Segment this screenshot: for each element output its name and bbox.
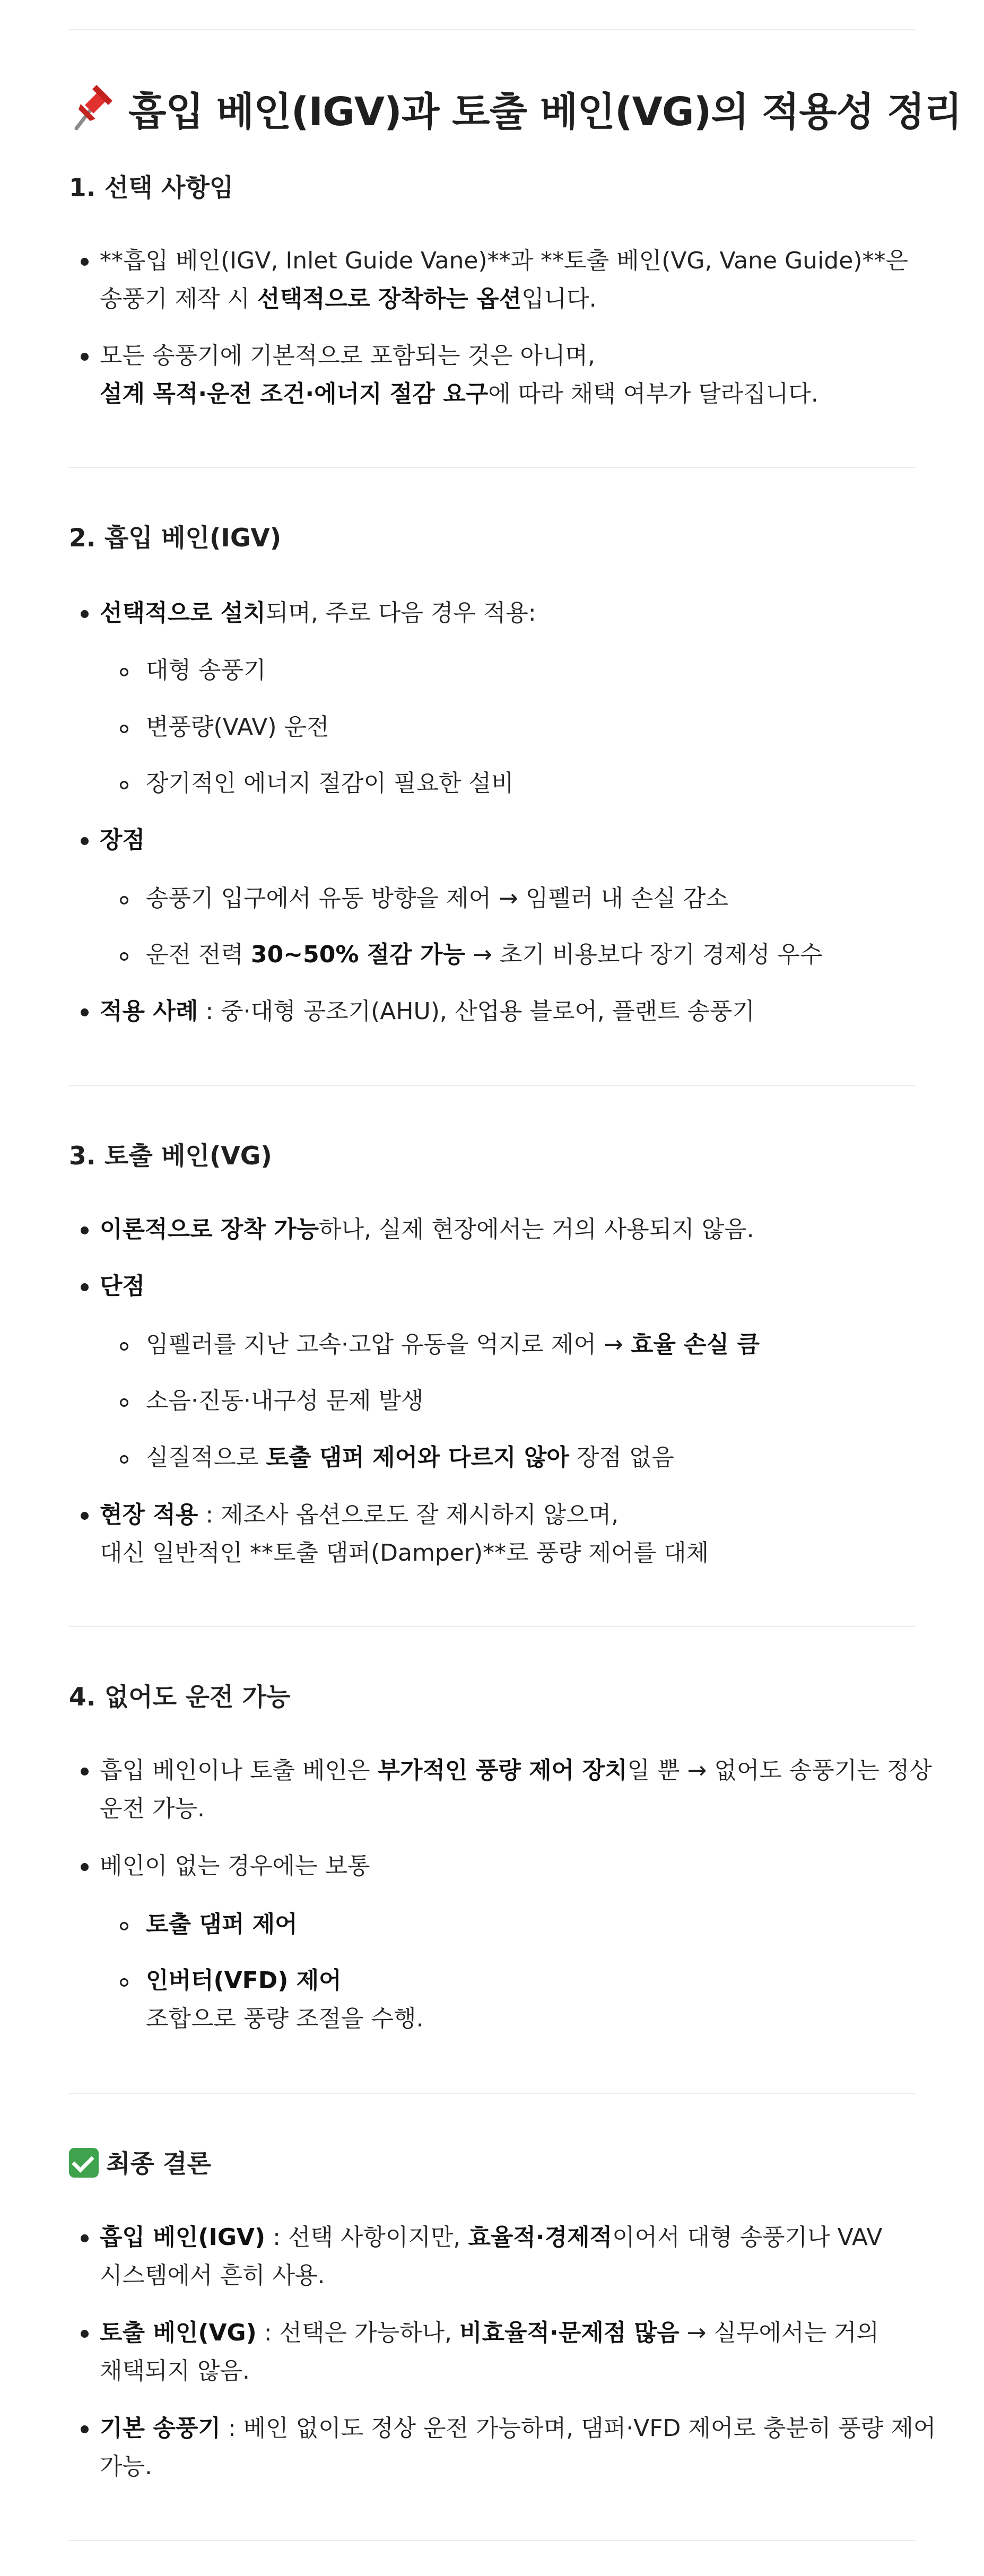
bullet (81, 610, 89, 618)
sub-bullet (120, 1922, 128, 1930)
s4-bullet1-line2: 운전 가능. (100, 1795, 205, 1822)
s2-bullet2: 장점 (100, 826, 145, 854)
divider (69, 29, 915, 30)
s5-bullet3-line1: 기본 송풍기 : 베인 없이도 정상 운전 가능하며, 댐퍼·VFD 제어로 충분히 풍량 제어 (100, 2415, 936, 2442)
bullet (81, 1008, 89, 1016)
sub-bullet (120, 1978, 128, 1987)
section-3-heading: 3. 토출 베인(VG) (69, 1142, 272, 1171)
bullet (81, 353, 89, 361)
check-mark-icon (69, 2148, 99, 2178)
bullet (81, 1768, 89, 1776)
conclusion-heading: 최종 결론 (69, 2146, 211, 2183)
divider (69, 2540, 915, 2541)
bullet (81, 1283, 89, 1291)
s4-sub-item-1: 토출 댐퍼 제어 (146, 1911, 298, 1938)
s3-disadvantage-1: 임펠러를 지난 고속·고압 유동을 억지로 제어 → 효율 손실 큼 (146, 1331, 760, 1358)
divider (69, 467, 915, 468)
bullet (81, 837, 89, 845)
bullet (81, 1863, 89, 1871)
s1-bullet1-line2: 송풍기 제작 시 선택적으로 장착하는 옵션입니다. (100, 285, 597, 312)
s3-disadvantage-2: 소음·진동·내구성 문제 발생 (146, 1387, 424, 1414)
bullet (81, 258, 89, 266)
s1-bullet1-line1: **흡입 베인(IGV, Inlet Guide Vane)**과 **토출 베인(VG, Vane Guide)**은 (100, 247, 908, 274)
divider (69, 2093, 915, 2094)
pushpin-icon (69, 80, 117, 133)
bullet (81, 1512, 89, 1520)
s2-advantage-1: 송풍기 입구에서 유동 방향을 제어 → 임펠러 내 손실 감소 (146, 885, 728, 912)
s5-bullet3-line2: 가능. (100, 2453, 152, 2480)
page-title-text: 흡입 베인(IGV)과 토출 베인(VG)의 적용성 정리 (128, 89, 962, 135)
s1-bullet2-line1: 모든 송풍기에 기본적으로 포함되는 것은 아니며, (100, 342, 595, 369)
section-1-heading: 1. 선택 사항임 (69, 173, 234, 203)
bullet (81, 2330, 89, 2338)
s4-sub-item-2: 인버터(VFD) 제어 (146, 1967, 342, 1994)
sub-bullet (120, 725, 128, 733)
sub-bullet (120, 952, 128, 961)
divider (69, 1626, 915, 1627)
bullet (81, 1226, 89, 1234)
s1-bullet2-line2: 설계 목적·운전 조건·에너지 절감 요구에 따라 채택 여부가 달라집니다. (100, 380, 818, 407)
s2-advantage-2: 운전 전력 30~50% 절감 가능 → 초기 비용보다 장기 경제성 우수 (146, 941, 823, 968)
s3-bullet2: 단점 (100, 1273, 145, 1300)
s3-bullet3-line2: 대신 일반적인 **토출 댐퍼(Damper)**로 풍량 제어를 대체 (100, 1539, 709, 1567)
s4-bullet1-line1: 흡입 베인이나 토출 베인은 부가적인 풍량 제어 장치일 뿐 → 없어도 송풍기는 정상 (100, 1757, 932, 1784)
sub-bullet (120, 1342, 128, 1351)
sub-bullet (120, 781, 128, 789)
s4-sub-item-2-note: 조합으로 풍량 조절을 수행. (146, 2005, 424, 2032)
s5-bullet2-line1: 토출 베인(VG) : 선택은 가능하나, 비효율적·문제점 많음 → 실무에서는 거의 (100, 2319, 879, 2346)
sub-bullet (120, 668, 128, 676)
s2-sub-item: 대형 송풍기 (146, 657, 266, 684)
divider (69, 1085, 915, 1086)
bullet (81, 2234, 89, 2242)
s2-sub-item: 장기적인 에너지 절감이 필요한 설비 (146, 770, 514, 797)
s2-sub-item: 변풍량(VAV) 운전 (146, 713, 329, 741)
section-4-heading: 4. 없어도 운전 가능 (69, 1683, 291, 1712)
s3-bullet1: 이론적으로 장착 가능하나, 실제 현장에서는 거의 사용되지 않음. (100, 1216, 754, 1243)
sub-bullet (120, 1398, 128, 1407)
s2-bullet1: 선택적으로 설치되며, 주로 다음 경우 적용: (100, 599, 536, 626)
section-2-heading: 2. 흡입 베인(IGV) (69, 524, 282, 553)
s5-bullet1-line1: 흡입 베인(IGV) : 선택 사항이지만, 효율적·경제적이어서 대형 송풍기나 VAV (100, 2224, 883, 2251)
s5-bullet2-line2: 채택되지 않음. (100, 2357, 250, 2384)
page-title (69, 80, 962, 144)
sub-bullet (120, 896, 128, 904)
s3-disadvantage-3: 실질적으로 토출 댐퍼 제어와 다르지 않아 장점 없음 (146, 1444, 674, 1471)
sub-bullet (120, 1455, 128, 1464)
s5-bullet1-line2: 시스템에서 흔히 사용. (100, 2262, 325, 2289)
bullet (81, 2425, 89, 2433)
s4-bullet2: 베인이 없는 경우에는 보통 (100, 1852, 370, 1879)
s2-bullet3: 적용 사례 : 중·대형 공조기(AHU), 산업용 블로어, 플랜트 송풍기 (100, 998, 755, 1025)
s3-bullet3-line1: 현장 적용 : 제조사 옵션으로도 잘 제시하지 않으며, (100, 1501, 619, 1528)
